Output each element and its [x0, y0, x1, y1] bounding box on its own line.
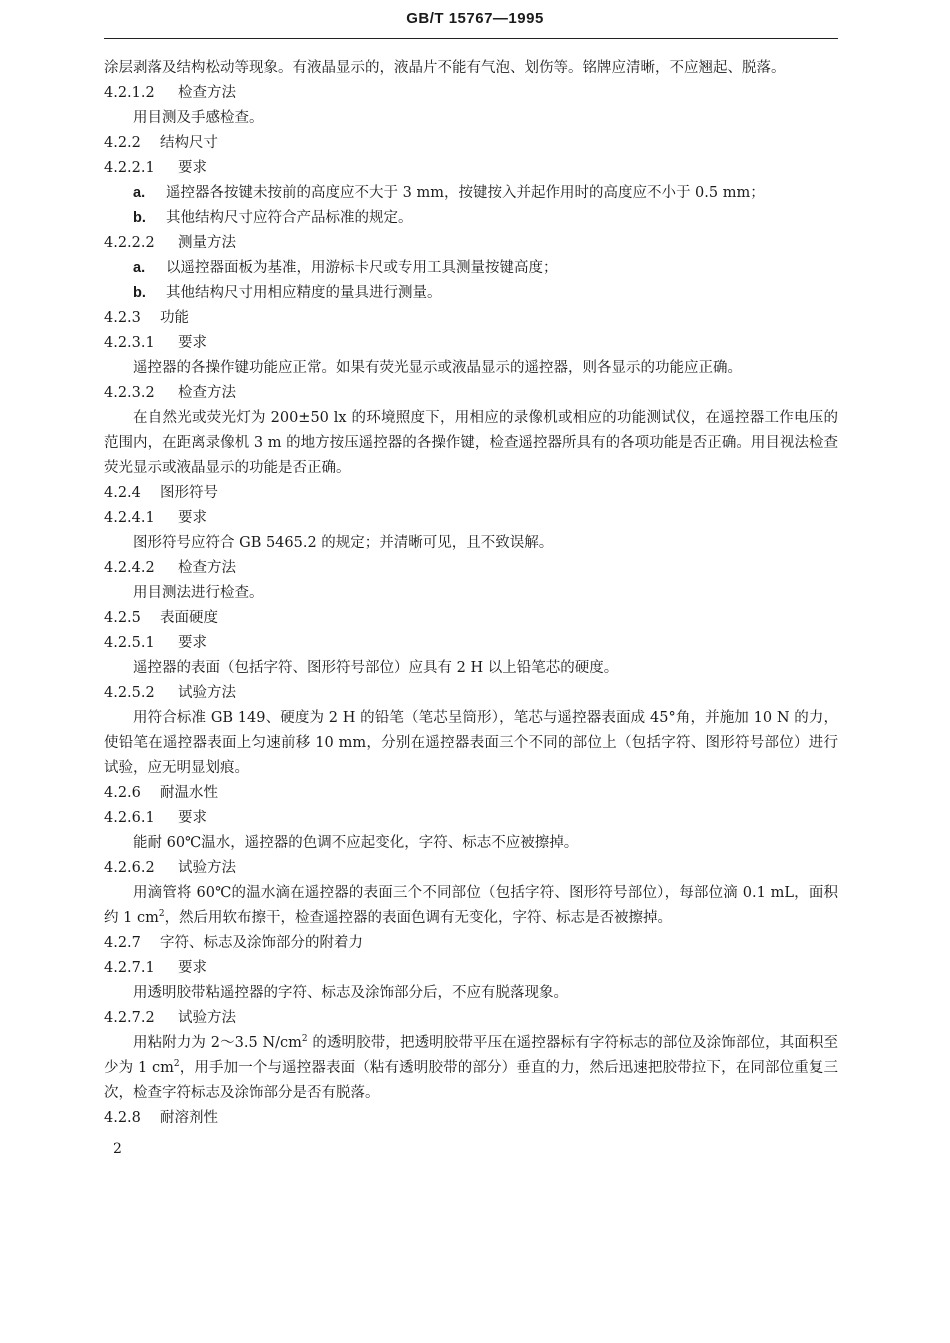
section-number: 4.2.4 — [104, 485, 141, 501]
section-title: 字符、标志及涂饰部分的附着力 — [160, 935, 363, 951]
section-number: 4.2.5.2 — [104, 685, 155, 701]
section-heading — [104, 1106, 838, 1131]
section-heading — [104, 606, 838, 631]
list-label: b. — [133, 210, 146, 226]
section-title: 要求 — [178, 635, 207, 651]
section-heading — [104, 931, 838, 956]
section-number: 4.2.2.2 — [104, 235, 155, 251]
paragraph: 能耐 60℃温水，遥控器的色调不应起变化，字符、标志不应被擦掉。 — [133, 835, 579, 851]
section-number: 4.2.5 — [104, 610, 141, 626]
section-title: 试验方法 — [178, 860, 236, 876]
section-number: 4.2.6 — [104, 785, 141, 801]
list-label: b. — [133, 285, 146, 301]
section-number: 4.2.5.1 — [104, 635, 155, 651]
section-heading — [104, 306, 838, 331]
paragraph-text: 用滴管将 60℃的温水滴在遥控器的表面三个不同部位（包括字符、图形符号部位），每部位滴 0.1 mL，面积约 1 cm — [104, 885, 838, 926]
section-title: 试验方法 — [178, 685, 236, 701]
header-rule — [104, 38, 838, 39]
superscript: 2 — [301, 1034, 308, 1045]
paragraph: 在自然光或荧光灯为 200±50 lx 的环境照度下，用相应的录像机或相应的功能测试仪，在遥控器工作电压的范围内，在距离录像机 3 m 的地方按压遥控器的各操作键，检查遥控器所具有的各项功能是否正确。用目视法检查荧光显示或液晶显示的功能是否正确。 — [104, 410, 838, 476]
document-body — [104, 56, 838, 1131]
list-item — [104, 206, 838, 231]
section-heading — [104, 781, 838, 806]
section-title: 检查方法 — [178, 385, 236, 401]
section-title: 结构尺寸 — [160, 135, 218, 151]
section-heading — [104, 806, 838, 831]
list-text: 其他结构尺寸用相应精度的量具进行测量。 — [166, 285, 442, 301]
paragraph: 遥控器的各操作键功能应正常。如果有荧光显示或液晶显示的遥控器，则各显示的功能应正确。 — [133, 360, 742, 376]
section-number: 4.2.7 — [104, 935, 141, 951]
paragraph: 用目测法进行检查。 — [133, 585, 264, 601]
section-heading — [104, 331, 838, 356]
section-heading — [104, 631, 838, 656]
section-title: 耐温水性 — [160, 785, 218, 801]
superscript: 2 — [173, 1059, 180, 1070]
page-header: GB/T 15767—1995 — [406, 10, 544, 27]
section-number: 4.2.1.2 — [104, 85, 155, 101]
section-number: 4.2.4.2 — [104, 560, 155, 576]
section-heading — [104, 556, 838, 581]
section-title: 测量方法 — [178, 235, 236, 251]
paragraph: 用透明胶带粘遥控器的字符、标志及涂饰部分后，不应有脱落现象。 — [133, 985, 568, 1001]
section-number: 4.2.8 — [104, 1110, 141, 1126]
section-heading — [104, 1006, 838, 1031]
paragraph: 涂层剥落及结构松动等现象。有液晶显示的，液晶片不能有气泡、划伤等。铭牌应清晰，不应翘起、脱落。 — [104, 60, 786, 76]
page-number: 2 — [113, 1141, 122, 1157]
section-heading — [104, 481, 838, 506]
section-number: 4.2.6.2 — [104, 860, 155, 876]
section-number: 4.2.7.2 — [104, 1010, 155, 1026]
section-title: 检查方法 — [178, 85, 236, 101]
paragraph: 用符合标准 GB 149、硬度为 2 H 的铅笔（笔芯呈筒形），笔芯与遥控器表面成 45°角，并施加 10 N 的力，使铅笔在遥控器表面上匀速前移 10 mm，分别在遥控器表面三个不同的部位上（包括字符、图形符号部位）进行试验，应无明显划痕。 — [104, 710, 838, 776]
section-number: 4.2.4.1 — [104, 510, 155, 526]
section-title: 图形符号 — [160, 485, 218, 501]
paragraph-text: ，用手加一个与遥控器表面（粘有透明胶带的部分）垂直的力，然后迅速把胶带拉下，在同部位重复三次，检查字符标志及涂饰部分是否有脱落。 — [104, 1060, 838, 1101]
section-title: 要求 — [178, 335, 207, 351]
paragraph-text: 的透明胶带，把透明胶带平压在遥控器标有字符标志的部位及涂饰部位，其面积至少为 1 cm — [104, 1035, 838, 1076]
section-heading — [104, 381, 838, 406]
list-text: 以遥控器面板为基准，用游标卡尺或专用工具测量按键高度； — [166, 260, 558, 276]
paragraph — [104, 1031, 838, 1106]
section-title: 试验方法 — [178, 1010, 236, 1026]
section-title: 检查方法 — [178, 560, 236, 576]
section-heading — [104, 156, 838, 181]
section-heading — [104, 681, 838, 706]
paragraph: 用目测及手感检查。 — [133, 110, 264, 126]
section-heading — [104, 231, 838, 256]
section-title: 要求 — [178, 960, 207, 976]
section-number: 4.2.7.1 — [104, 960, 155, 976]
section-number: 4.2.2.1 — [104, 160, 155, 176]
section-number: 4.2.3 — [104, 310, 141, 326]
superscript: 2 — [158, 909, 165, 920]
list-label: a. — [133, 185, 146, 201]
list-text: 遥控器各按键未按前的高度应不大于 3 mm，按键按入并起作用时的高度应不小于 0.5 mm； — [166, 185, 765, 201]
section-number: 4.2.2 — [104, 135, 141, 151]
section-heading — [104, 81, 838, 106]
paragraph: 遥控器的表面（包括字符、图形符号部位）应具有 2 H 以上铅笔芯的硬度。 — [133, 660, 619, 676]
section-number: 4.2.3.1 — [104, 335, 155, 351]
section-number: 4.2.3.2 — [104, 385, 155, 401]
paragraph-text: ，然后用软布擦干，检查遥控器的表面色调有无变化，字符、标志是否被擦掉。 — [164, 910, 673, 926]
list-item — [104, 281, 838, 306]
section-title: 要求 — [178, 810, 207, 826]
paragraph — [104, 881, 838, 931]
section-number: 4.2.6.1 — [104, 810, 155, 826]
section-title: 要求 — [178, 510, 207, 526]
list-item — [104, 256, 838, 281]
list-label: a. — [133, 260, 146, 276]
section-title: 耐溶剂性 — [160, 1110, 218, 1126]
section-heading — [104, 506, 838, 531]
section-title: 功能 — [160, 310, 189, 326]
section-heading — [104, 956, 838, 981]
section-heading — [104, 856, 838, 881]
section-title: 要求 — [178, 160, 207, 176]
section-title: 表面硬度 — [160, 610, 218, 626]
paragraph: 图形符号应符合 GB 5465.2 的规定；并清晰可见，且不致误解。 — [133, 535, 554, 551]
section-heading — [104, 131, 838, 156]
list-item — [104, 181, 838, 206]
paragraph-text: 用粘附力为 2～3.5 N/cm — [133, 1035, 302, 1051]
list-text: 其他结构尺寸应符合产品标准的规定。 — [166, 210, 413, 226]
